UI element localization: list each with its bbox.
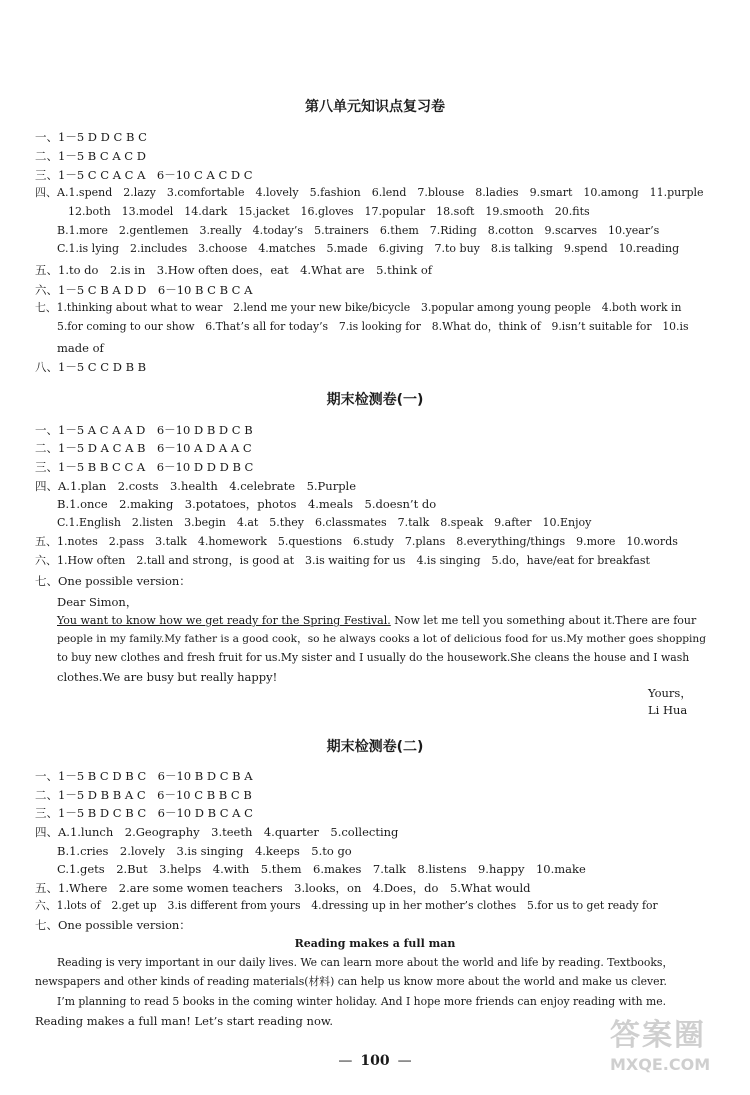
- letter-closing: Yours，: [648, 686, 692, 700]
- final2-line-3: 三、1－5 B D C B C 6－10 D B C A C: [35, 806, 253, 820]
- letter-signature: Li Hua: [648, 703, 688, 717]
- unit8-line-3: 三、1－5 C C A C A 6－10 C A C D C: [35, 168, 253, 182]
- final1-line-6: C.1.English 2.listen 3.begin 4.at 5.they 6.classmates 7.talk 8.speak 9.after 10.Enjoy: [57, 516, 592, 529]
- unit8-line-1: 一、1－5 D D C B C: [35, 130, 147, 144]
- final2-line-6: C.1.gets 2.But 3.helps 4.with 5.them 6.makes 7.talk 8.listens 9.happy 10.make: [57, 862, 586, 876]
- essay-line-3: I’m planning to read 5 books in the coming winter holiday. And I hope more friends can enjoy reading with me.: [57, 995, 667, 1008]
- final2-title: 期末检测卷(二): [326, 739, 424, 755]
- letter-line-3: to buy new clothes and fresh fruit for us.My sister and I usually do the housework.She cleans the house and I wash: [57, 651, 690, 664]
- unit8-line-7: C.1.is lying 2.includes 3.choose 4.matches 5.made 6.giving 7.to buy 8.is talking 9.spend 10.reading: [57, 242, 680, 255]
- letter-line-1-rest: Now let me tell you something about it.There are four: [390, 614, 697, 627]
- final1-line-1: 一、1－5 A C A A D 6－10 D B D C B: [35, 423, 253, 437]
- final2-line-8: 六、1.lots of 2.get up 3.is different from yours 4.dressing up in her mother’s clothes 5.for us to get ready for: [35, 899, 658, 912]
- essay-line-2: newspapers and other kinds of reading materials(材料) can help us know more about the world and make us clever.: [35, 975, 667, 988]
- final2-line-7: 五、1.Where 2.are some women teachers 3.looks，on 4.Does，do 5.What would: [35, 881, 531, 895]
- final1-line-5: B.1.once 2.making 3.potatoes，photos 4.meals 5.doesn’t do: [57, 497, 437, 511]
- final2-line-2: 二、1－5 D B B A C 6－10 C B B C B: [35, 788, 252, 802]
- letter-greeting: Dear Simon，: [57, 595, 138, 609]
- unit8-line-2: 二、1－5 B C A C D: [35, 149, 146, 163]
- unit8-line-10: 七、1.thinking about what to wear 2.lend me your new bike/bicycle 3.popular among young people 4.both work in: [35, 301, 682, 314]
- unit8-line-13: 八、1－5 C C D B B: [35, 360, 147, 374]
- unit8-line-4: 四、A.1.spend 2.lazy 3.comfortable 4.lovely 5.fashion 6.lend 7.blouse 8.ladies 9.smart 10.among 11.purple: [35, 186, 704, 199]
- final1-line-3: 三、1－5 B B C C A 6－10 D D D B C: [35, 460, 254, 474]
- page-number-dash-left: —: [338, 1053, 353, 1069]
- final1-line-8: 六、1.How often 2.tall and strong，is good at 3.is waiting for us 4.is singing 5.do，have/eat for breakfast: [35, 554, 650, 567]
- letter-line-2: people in my family.My father is a good cook，so he always cooks a lot of delicious food for us.My mother goes shopping: [57, 633, 707, 645]
- unit8-line-9: 六、1－5 C B A D D 6－10 B C B C A: [35, 283, 253, 297]
- final2-line-5: B.1.cries 2.lovely 3.is singing 4.keeps 5.to go: [57, 844, 352, 858]
- final2-line-1: 一、1－5 B C D B C 6－10 B D C B A: [35, 769, 253, 783]
- essay-title: Reading makes a full man: [294, 937, 456, 950]
- final1-line-4: 四、A.1.plan 2.costs 3.health 4.celebrate 5.Purple: [35, 479, 357, 493]
- unit8-title: 第八单元知识点复习卷: [305, 99, 445, 115]
- letter-line-4: clothes.We are busy but really happy!: [57, 670, 278, 684]
- watermark-bottom-text: MXQE.COM: [610, 1055, 711, 1074]
- essay-line-4: Reading makes a full man! Let’s start reading now.: [35, 1014, 334, 1028]
- unit8-line-8: 五、1.to do 2.is in 3.How often does，eat 4.What are 5.think of: [35, 263, 432, 277]
- final1-line-9: 七、One possible version：: [35, 574, 191, 588]
- unit8-line-11: 5.for coming to our show 6.That’s all for today’s 7.is looking for 8.What do，think of 9.isn’t suitable for 10.is: [57, 320, 689, 333]
- watermark-logo: [610, 1017, 740, 1087]
- page-number-dash-right: —: [397, 1053, 412, 1069]
- page-number-value: 100: [360, 1053, 390, 1069]
- watermark-top-text: 答案圈: [610, 1018, 706, 1053]
- final2-line-9: 七、One possible version：: [35, 918, 191, 932]
- letter-underlined-sentence: You want to know how we get ready for the Spring Festival.: [57, 614, 391, 627]
- unit8-line-5: 12.both 13.model 14.dark 15.jacket 16.gloves 17.popular 18.soft 19.smooth 20.fits: [68, 205, 590, 218]
- letter-line-1: [57, 614, 696, 628]
- unit8-line-12: made of: [57, 341, 104, 355]
- final1-title: 期末检测卷(一): [326, 392, 424, 408]
- final1-line-7: 五、1.notes 2.pass 3.talk 4.homework 5.questions 6.study 7.plans 8.everything/things 9.more 10.words: [35, 535, 678, 548]
- essay-line-1: Reading is very important in our daily lives. We can learn more about the world and life by reading. Textbooks，: [57, 956, 674, 969]
- final2-line-4: 四、A.1.lunch 2.Geography 3.teeth 4.quarter 5.collecting: [35, 825, 399, 839]
- final1-line-2: 二、1－5 D A C A B 6－10 A D A A C: [35, 441, 252, 455]
- unit8-line-6: B.1.more 2.gentlemen 3.really 4.today’s 5.trainers 6.them 7.Riding 8.cotton 9.scarves 10.year’s: [57, 224, 660, 237]
